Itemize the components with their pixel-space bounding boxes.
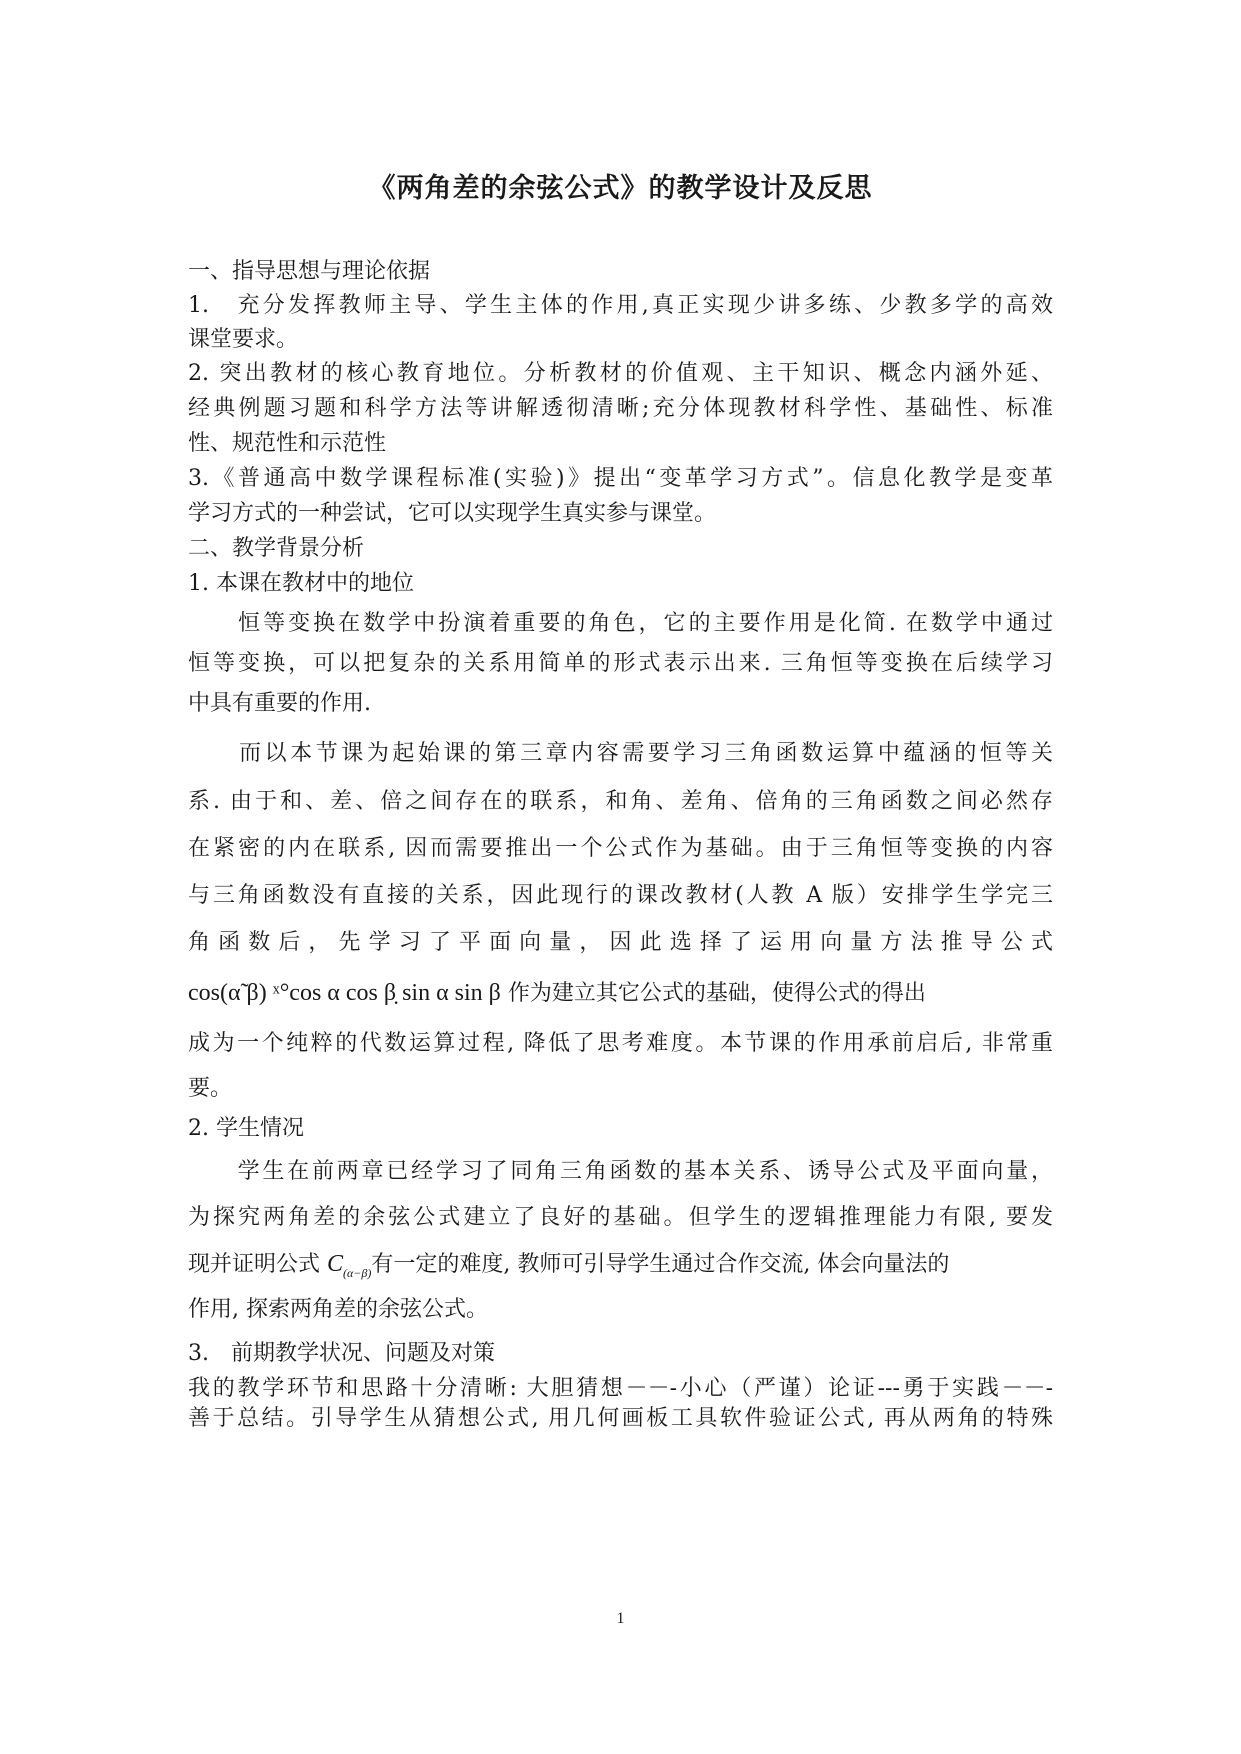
paragraph-line: 角 函 数 后 ， 先 学 习 了 平 面 向 量 ， 因 此 选 择 了 运 用 向 量 方 法 推 导 公 式 xyxy=(188,930,1053,955)
subsection-heading: 1. 本课在教材中的地位 xyxy=(188,571,414,596)
paragraph-line: 而以本节课为起始课的第三章内容需要学习三角函数运算中蕴涵的恒等关 xyxy=(188,741,1053,766)
paragraph-line: 要。 xyxy=(188,1076,233,1101)
paragraph-line-with-symbol xyxy=(188,1250,1053,1287)
paragraph-line: 1. 充分发挥教师主导、学生主体的作用,真正实现少讲多练、少教多学的高效 xyxy=(188,293,1053,318)
c-line-after: 有一定的难度, 教师可引导学生通过合作交流, 体会向量法的 xyxy=(371,1252,950,1277)
paragraph-line: 在紧密的内在联系, 因而需要推出一个公式作为基础。由于三角恒等变换的内容 xyxy=(188,836,1053,861)
subsection-heading: 3. 前期教学状况、问题及对策 xyxy=(188,1341,495,1366)
paragraph-line: 性、规范性和示范性 xyxy=(188,431,387,456)
paragraph-line: 2. 突出教材的核心教育地位。分析教材的价值观、主干知识、概念内涵外延、 xyxy=(188,361,1053,386)
paragraph-line: 学生在前两章已经学习了同角三角函数的基本关系、诱导公式及平面向量， xyxy=(188,1159,1053,1184)
section-heading: 二、教学背景分析 xyxy=(188,536,365,561)
paragraph-line: 恒等变换，可以把复杂的关系用简单的形式表示出来. 三角恒等变换在后续学习 xyxy=(188,651,1053,676)
formula-trailing-text: 作为建立其它公式的基础，使得公式的得出 xyxy=(507,981,926,1006)
cosine-difference-formula: cos(α̃ β) ˣ°cos α cos β̣ sin α sin β xyxy=(188,980,501,1006)
paragraph-line: 课堂要求。 xyxy=(188,327,299,352)
page-number: 1 xyxy=(616,1610,625,1627)
paragraph-line: 为探究两角差的余弦公式建立了良好的基础。但学生的逻辑推理能力有限, 要发 xyxy=(188,1205,1053,1230)
paragraph-line: 恒等变换在数学中扮演着重要的角色，它的主要作用是化简. 在数学中通过 xyxy=(188,611,1053,636)
paragraph-line: 系. 由于和、差、倍之间存在的联系，和角、差角、倍角的三角函数之间必然存 xyxy=(188,789,1053,814)
subsection-heading: 2. 学生情况 xyxy=(188,1116,304,1141)
document-title: 《两角差的余弦公式》的教学设计及反思 xyxy=(368,173,873,204)
paragraph-line: 中具有重要的作用. xyxy=(188,691,371,716)
paragraph-line: 3.《普通高中数学课程标准(实验)》提出“变革学习方式”。信息化教学是变革 xyxy=(188,466,1053,491)
paragraph-line: 与三角函数没有直接的关系，因此现行的课改教材(人教 A 版）安排学生学完三 xyxy=(188,883,1053,908)
c-symbol-subscript: (α−β) xyxy=(343,1266,372,1280)
c-line-before: 现并证明公式 xyxy=(188,1252,327,1277)
paragraph-line: 我的教学环节和思路十分清晰: 大胆猜想－－-小心（严谨）论证---勇于实践－－- xyxy=(188,1376,1053,1401)
c-symbol xyxy=(327,1251,372,1280)
paragraph-line: 成为一个纯粹的代数运算过程, 降低了思考难度。本节课的作用承前启后, 非常重 xyxy=(188,1031,1053,1056)
paragraph-line: 经典例题习题和科学方法等讲解透彻清晰;充分体现教材科学性、基础性、标准 xyxy=(188,396,1053,421)
paragraph-line: 学习方式的一种尝试，它可以实现学生真实参与课堂。 xyxy=(188,501,717,526)
section-heading: 一、指导思想与理论依据 xyxy=(188,259,431,284)
paragraph-line: 善于总结。引导学生从猜想公式, 用几何画板工具软件验证公式, 再从两角的特殊 xyxy=(188,1406,1053,1431)
formula-line xyxy=(188,977,1053,1010)
paragraph-line: 作用, 探索两角差的余弦公式。 xyxy=(188,1297,488,1322)
c-symbol-letter: C xyxy=(327,1251,344,1277)
